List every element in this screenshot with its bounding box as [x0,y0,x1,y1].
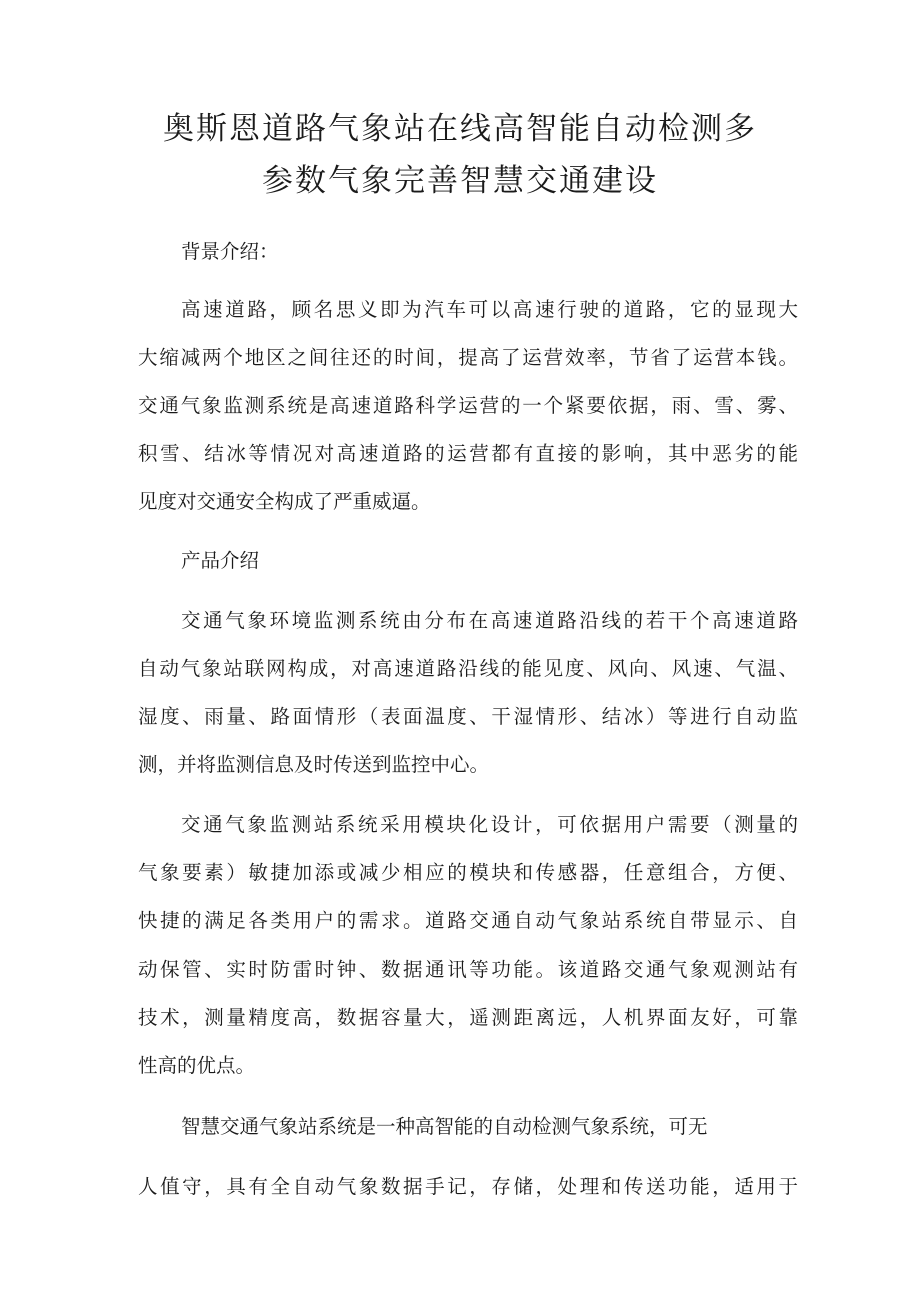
paragraph-line: 高速道路，顾名思义即为汽车可以高速行驶的道路，它的显现大 [181,298,798,321]
section-heading-background: 背景介绍： [181,240,279,263]
paragraph-line: 动保管、实时防雷时钟、数据通讯等功能。该道路交通气象观测站有 [138,958,798,981]
section-heading-product: 产品介绍 [181,549,260,572]
paragraph-line: 湿度、雨量、路面情形（表面温度、干湿情形、结冰）等进行自动监 [138,705,798,728]
paragraph-line: 气象要素）敏捷加添或减少相应的模块和传感器，任意组合，方便、 [138,861,798,884]
paragraph-line: 快捷的满足各类用户的需求。道路交通自动气象站系统自带显示、自 [138,909,798,932]
paragraph-line: 交通气象监测系统是高速道路科学运营的一个紧要依据，雨、雪、雾、 [138,394,798,417]
paragraph-line: 人值守，具有全自动气象数据手记，存储，处理和传送功能，适用于 [138,1175,798,1198]
document-title-line-1: 奥斯恩道路气象站在线高智能自动检测多 [163,111,757,147]
paragraph-line: 性高的优点。 [138,1054,256,1077]
paragraph-line: 技术，测量精度高，数据容量大，遥测距离远，人机界面友好，可靠 [138,1006,798,1029]
paragraph-line: 大缩减两个地区之间往还的时间，提高了运营效率，节省了运营本钱。 [138,346,798,369]
paragraph-line: 交通气象环境监测系统由分布在高速道路沿线的若干个高速道路 [181,609,798,632]
paragraph-line: 交通气象监测站系统采用模块化设计，可依据用户需要（测量的 [181,813,798,836]
paragraph-line: 积雪、结冰等情况对高速道路的运营都有直接的影响，其中恶劣的能 [138,442,798,465]
document-title-line-2: 参数气象完善智慧交通建设 [262,163,658,199]
paragraph-line: 智慧交通气象站系统是一种高智能的自动检测气象系统，可无 [181,1115,708,1138]
paragraph-line: 测，并将监测信息及时传送到监控中心。 [138,753,490,776]
paragraph-line: 见度对交通安全构成了严重威逼。 [138,490,431,513]
paragraph-line: 自动气象站联网构成，对高速道路沿线的能见度、风向、风速、气温、 [138,657,798,680]
